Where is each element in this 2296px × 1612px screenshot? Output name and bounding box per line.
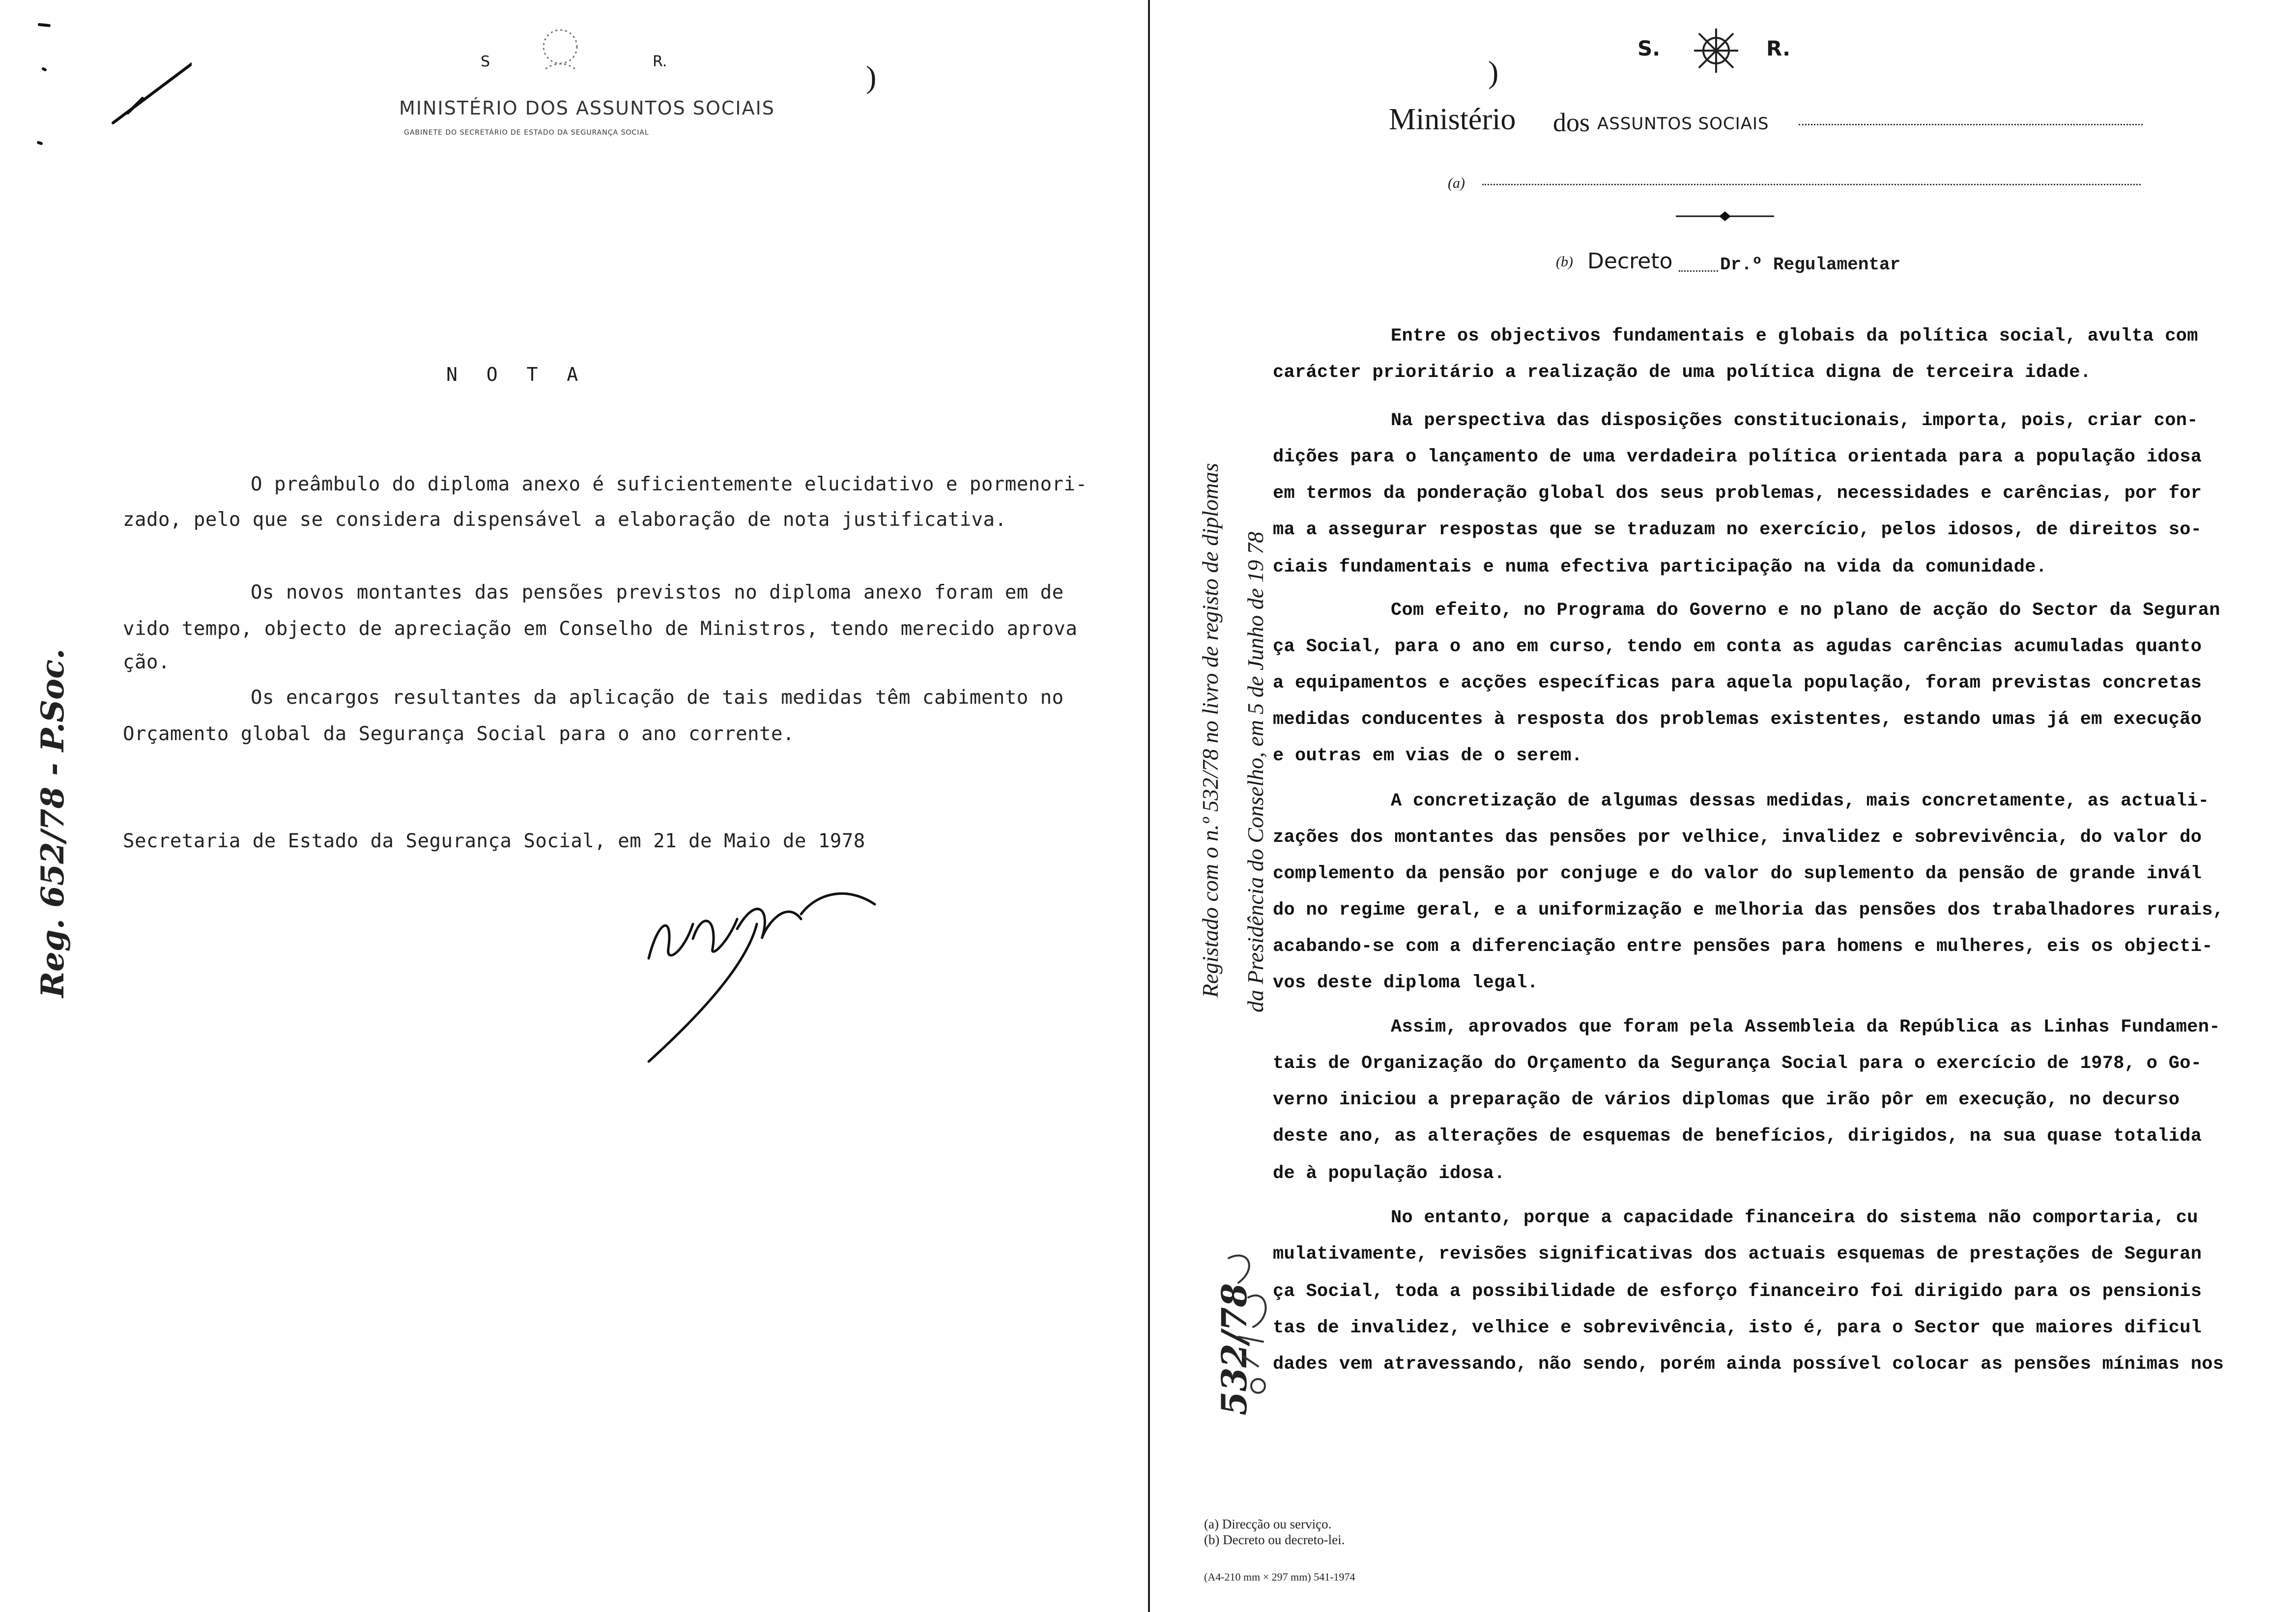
decreto-label: Decreto bbox=[1587, 249, 1673, 274]
body-line-13: A concretização de algumas dessas medidas, mais concretamente, as actuali- bbox=[1391, 791, 2210, 811]
body-line-7: Orçamento global da Segurança Social para o ano corrente. bbox=[123, 723, 795, 745]
ornament-divider bbox=[1676, 206, 1774, 226]
body-line-8: Com efeito, no Programa do Governo e no plano de acção do Sector da Seguran bbox=[1391, 600, 2220, 621]
label-b: (b) bbox=[1556, 254, 1573, 270]
margin-note: Reg. 652/78 - P.Soc. bbox=[34, 648, 71, 998]
body-line-14: zações dos montantes das pensões por velhice, invalidez e sobrevivência, do valor do bbox=[1273, 827, 2202, 848]
body-line-18: vos deste diploma legal. bbox=[1273, 973, 1539, 993]
body-line-1: Entre os objectivos fundamentais e globais da política social, avulta com bbox=[1391, 326, 2198, 346]
body-line-26: ça Social, toda a possibilidade de esforço financeiro foi dirigido para os pensionis bbox=[1273, 1281, 2202, 1302]
decreto-type: Dr.º Regulamentar bbox=[1720, 255, 1901, 275]
signature bbox=[639, 865, 894, 1071]
body-line-11: medidas conducentes à resposta dos problemas existentes, estando umas já em execução bbox=[1273, 709, 2202, 730]
right-page bbox=[1150, 0, 2296, 1612]
body-line-7: ciais fundamentais e numa efectiva participação na vida da comunidade. bbox=[1273, 557, 2047, 577]
body-line-5: em termos da ponderação global dos seus problemas, necessidades e carências, por for bbox=[1273, 483, 2202, 504]
closing-line: Secretaria de Estado da Segurança Social, em 21 de Maio de 1978 bbox=[123, 830, 865, 852]
cabinet-subtitle: GABINETE DO SECRETÁRIO DE ESTADO DA SEGURANÇA SOCIAL bbox=[404, 129, 649, 137]
margin-scribble bbox=[29, 10, 192, 157]
header-s: S. bbox=[1637, 36, 1661, 60]
crest-emblem-icon bbox=[1682, 24, 1751, 78]
body-line-16: do no regime geral, e a uniformização e melhoria das pensões dos trabalhadores rurais, bbox=[1273, 900, 2224, 921]
crest-emblem-icon bbox=[516, 20, 604, 79]
body-line-24: No entanto, porque a capacidade financeira do sistema não comportaria, cu bbox=[1391, 1208, 2198, 1228]
note-title: N O T A bbox=[446, 364, 587, 385]
ministry-title: MINISTÉRIO DOS ASSUNTOS SOCIAIS bbox=[399, 97, 775, 119]
form-code: (A4-210 mm × 297 mm) 541-1974 bbox=[1204, 1571, 1355, 1583]
ministry-dotted-line bbox=[1799, 124, 2143, 125]
body-line-22: deste ano, as alterações de esquemas de benefícios, dirigidos, na sua quase totalida bbox=[1273, 1126, 2202, 1147]
header-s: S bbox=[481, 53, 490, 70]
header-r: R. bbox=[653, 53, 667, 70]
body-line-9: ça Social, para o ano em curso, tendo em conta as agudas carências acumuladas quanto bbox=[1273, 636, 2202, 657]
body-line-17: acabando-se com a diferenciação entre pensões para homens e mulheres, eis os objecti- bbox=[1273, 936, 2213, 957]
decreto-dotted-line bbox=[1679, 270, 1718, 272]
ministry-name: ASSUNTOS SOCIAIS bbox=[1597, 114, 1769, 134]
body-line-25: mulativamente, revisões significativas dos actuais esquemas de prestações de Seguran bbox=[1273, 1244, 2202, 1265]
body-line-2: carácter prioritário a realização de uma política digna de terceira idade. bbox=[1273, 362, 2092, 383]
body-line-20: tais de Organização do Orçamento da Segurança Social para o exercício de 1978, o Go- bbox=[1273, 1053, 2202, 1074]
registry-line-1: Registado com o n.º 532/78 no livro de registo de diplomas bbox=[1198, 463, 1223, 998]
body-line-6: ma a assegurar respostas que se traduzam no exercício, pelos idosos, de direitos so- bbox=[1273, 519, 2202, 540]
body-line-27: tas de invalidez, velhice e sobrevivência, isto é, para o Sector que maiores dificul bbox=[1273, 1318, 2202, 1338]
body-line-3: Os novos montantes das pensões previstos no diploma anexo foram em de bbox=[251, 581, 1064, 604]
ministry-word: Ministério bbox=[1389, 103, 1516, 136]
body-line-21: verno iniciou a preparação de vários diplomas que irão pôr em execução, no decurso bbox=[1273, 1090, 2180, 1110]
footnote-b: (b) Decreto ou decreto-lei. bbox=[1204, 1532, 1345, 1547]
registry-line-2: da Presidência do Conselho, em 5 de Junho de 19 78 bbox=[1243, 531, 1268, 1012]
body-line-6: Os encargos resultantes da aplicação de tais medidas têm cabimento no bbox=[251, 687, 1064, 709]
body-line-19: Assim, aprovados que foram pela Assembleia da República as Linhas Fundamen- bbox=[1391, 1017, 2220, 1037]
label-a: (a) bbox=[1448, 175, 1465, 191]
header-r: R. bbox=[1766, 36, 1791, 60]
ministry-dos: dos bbox=[1553, 108, 1590, 137]
body-line-3: Na perspectiva das disposições constitucionais, importa, pois, criar con- bbox=[1391, 410, 2198, 431]
stray-mark: ) bbox=[1488, 55, 1499, 89]
body-line-4: vido tempo, objecto de apreciação em Conselho de Ministros, tendo merecido aprova bbox=[123, 618, 1078, 640]
body-line-12: e outras em vias de o serem. bbox=[1273, 746, 1583, 766]
body-line-28: dades vem atravessando, não sendo, porém ainda possível colocar as pensões mínimas nos bbox=[1273, 1354, 2224, 1375]
body-line-5: ção. bbox=[123, 651, 170, 673]
footnote-a: (a) Direcção ou serviço. bbox=[1204, 1517, 1332, 1531]
body-line-15: complemento da pensão por conjuge e do valor do suplemento da pensão de grande invál bbox=[1273, 864, 2202, 884]
body-line-2: zado, pelo que se considera dispensável a elaboração de nota justificativa. bbox=[123, 509, 1007, 531]
body-line-10: a equipamentos e acções específicas para aquela população, foram previstas concretas bbox=[1273, 673, 2202, 693]
body-line-1: O preâmbulo do diploma anexo é suficientemente elucidativo e pormenori- bbox=[251, 473, 1088, 495]
service-dotted-line bbox=[1482, 184, 2141, 185]
margin-handwriting: 532/78 bbox=[1214, 1283, 1255, 1415]
stray-mark: ) bbox=[866, 59, 877, 94]
body-line-23: de à população idosa. bbox=[1273, 1163, 1505, 1184]
body-line-4: dições para o lançamento de uma verdadeira política orientada para a população idosa bbox=[1273, 447, 2202, 467]
